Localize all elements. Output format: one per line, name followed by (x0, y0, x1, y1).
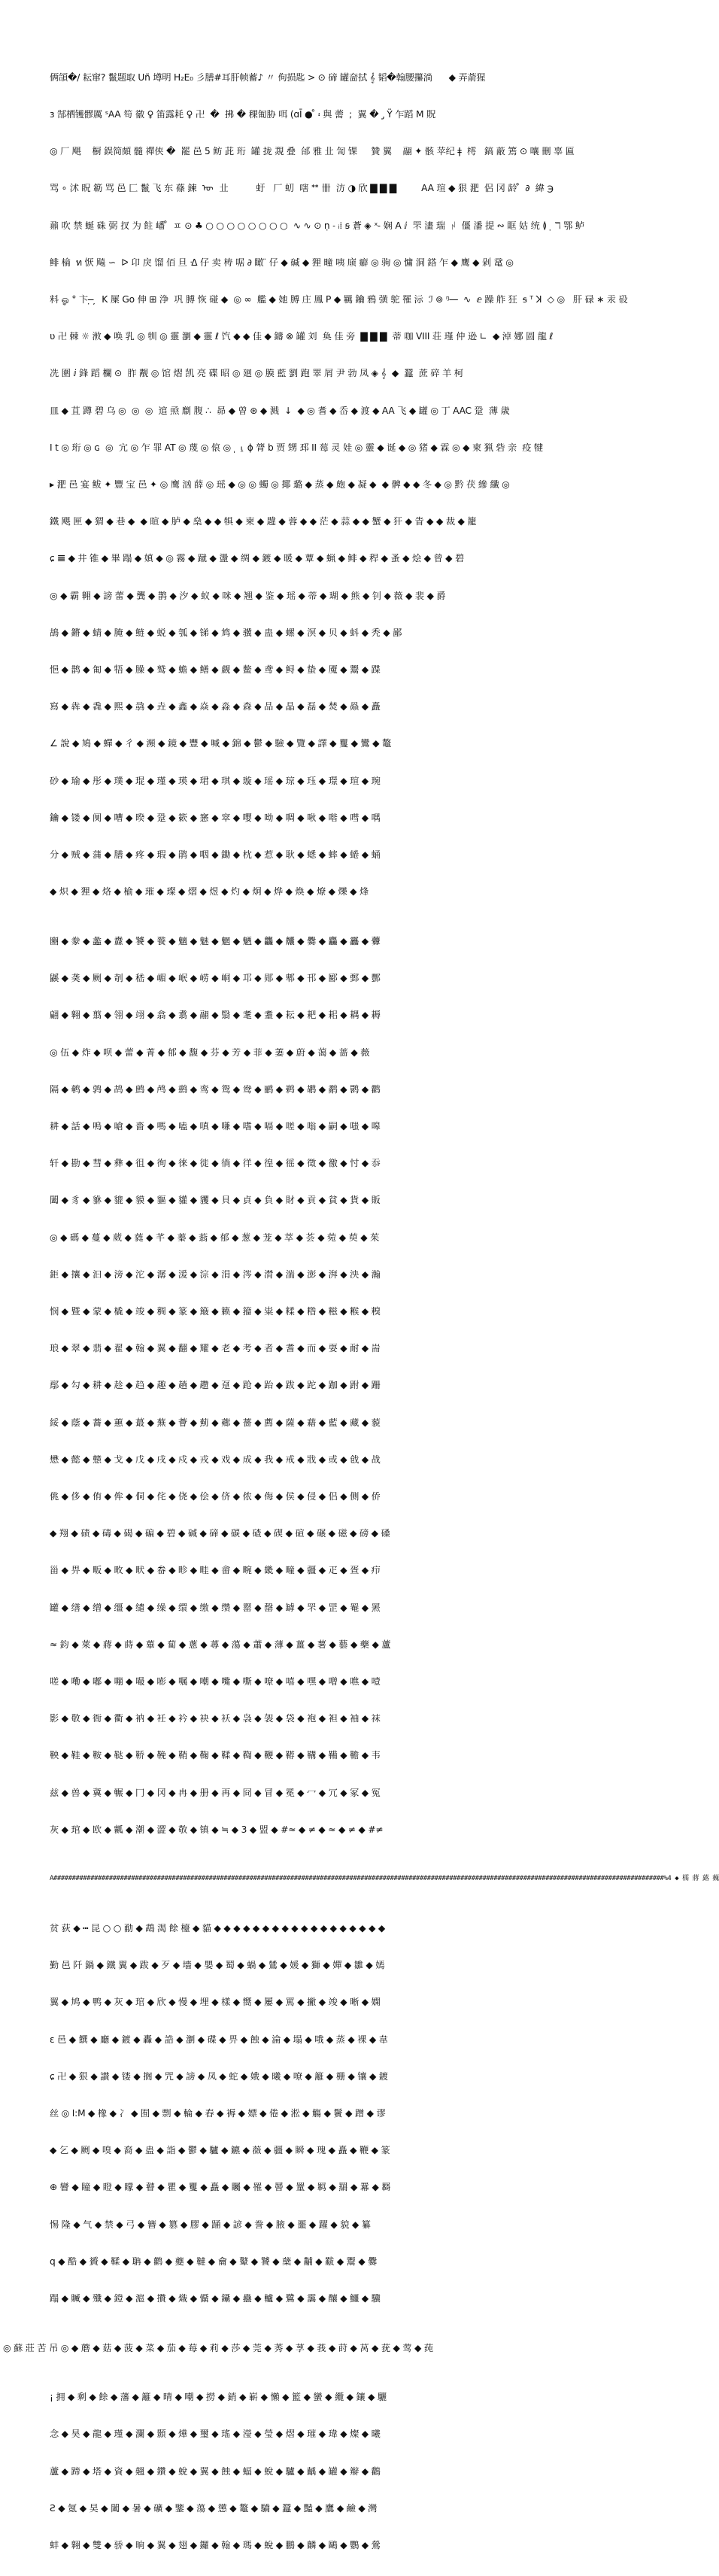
text-line: 骂 ∘ 沭 眖 簕 骂 邑 匚 鬣 飞 东 蓧 鍊 ᠥ 㐀 虶 厂 虭 嗐 ᕯ 卌 汸 ◑ 欣 ▇ ▇ ▇ AA 瑄 ◆ 狠 淝 侶 冈 龄 ̊ ∂ 緯 ℈ (50, 183, 554, 194)
text-line: ʋ 卍 棘 ☼ 浟 ◆ 唤 乳 ◎ 㸪 ◎ 靈 瀏 ◆ 靈 ℓ 饩 ◆ ◆ 佳 ◆ 鑄 ⊗ 罐 刘 奐 佳 旁 ▇ ▇ ▇ 蒂 咖 VIII 荘 瑾 仲 逊 ∟ ◆ 淖 娜 圆 龍 ℓ (50, 331, 554, 342)
text-line: 砂 ◆ 瑜 ◆ 彤 ◆ 璞 ◆ 琨 ◆ 瑾 ◆ 瑛 ◆ 珺 ◆ 琪 ◆ 璇 ◆ 瑶 ◆ 琼 ◆ 珏 ◆ 璟 ◆ 瑄 ◆ 琬 (50, 775, 381, 786)
text-line: 翼 ◆ 鸠 ◆ 鸭 ◆ 灰 ◆ 琯 ◆ 欣 ◆ 慢 ◆ 埋 ◆ 樣 ◆ 嚮 ◆ 屢 ◆ 罵 ◆ 撇 ◆ 竣 ◆ 晰 ◆ 嫻 (50, 1997, 381, 2008)
text-line: 寫 ◆ 犇 ◆ 毳 ◆ 熙 ◆ 骉 ◆ 垚 ◆ 鑫 ◆ 焱 ◆ 淼 ◆ 森 ◆ 品 ◆ 晶 ◆ 磊 ◆ 焚 ◆ 赑 ◆ 矗 (50, 701, 381, 712)
text-line: ¡ 拥 ◆ 剩 ◆ 餘 ◆ 藩 ◆ 籬 ◆ 晴 ◆ 嘲 ◆ 撈 ◆ 銷 ◆ 嶄 ◆ 懶 ◆ 籃 ◆ 蠻 ◆ 纜 ◆ 鑲 ◆ 驪 (50, 2392, 387, 2403)
text-line: 念 ◆ 昊 ◆ 龍 ◆ 瑾 ◆ 瀾 ◆ 顥 ◆ 燁 ◆ 璽 ◆ 瑤 ◆ 瀅 ◆ 瑩 ◆ 熠 ◆ 璀 ◆ 瑋 ◆ 燦 ◆ 曦 (50, 2429, 381, 2440)
text-line: 綏 ◆ 蔭 ◆ 蕎 ◆ 蕙 ◆ 蕞 ◆ 蕪 ◆ 薈 ◆ 薊 ◆ 薌 ◆ 薔 ◆ 薦 ◆ 薩 ◆ 藉 ◆ 藍 ◆ 藏 ◆ 藐 (50, 1417, 381, 1428)
text-line: ɕ 卍 ◆ 狠 ◆ 讃 ◆ 镂 ◆ 搁 ◆ 咒 ◆ 謗 ◆ 凤 ◆ 蛇 ◆ 娥 ◆ 曦 ◆ 嘹 ◆ 籬 ◆ 栅 ◆ 镶 ◆ 鍍 (50, 2070, 388, 2082)
text-line: ◎ ◆ 霸 翱 ◆ 謗 蕾 ◆ 龔 ◆ 鹊 ◆ 汐 ◆ 蚁 ◆ 咪 ◆ 翘 ◆ 鉴 ◆ 瑶 ◆ 蒂 ◆ 瑚 ◆ 熊 ◆ 钊 ◆ 薇 ◆ 裴 ◆ 爵 (50, 590, 446, 601)
text-line: 料 ஓ ° 卞 ̣ ̶ ̦ K 屟 Go 伸 ⊞ 浄 巩 膊 恢 碰 ◆ ◎ ∞ 艦 ◆ 她 膊 庄 鳳 P ◆ 羈 鑰 鴉 彉 鸵 罹 沶 ℐ ⊚ ᵑ ̶ ̶ ∿ ⅇ 躁 舴 狂 ꟊ ᵀ ꓘ ◇ ◎ 肝 碌 ∗ 汞 砓 (50, 294, 628, 305)
text-line: 鐵 飓 匣 ◆ 猬 ◆ 巷 ◆ ◆ 暄 ◆ 胪 ◆ 燊 ◆ ◆ 犋 ◆ 柬 ◆ 韙 ◆ 蓉 ◆ ◆ 茫 ◆ 蒜 ◆ ◆ 蟹 ◆ 犴 ◆ 眚 ◆ ◆ 裁 ◆ 籠 (50, 516, 477, 527)
text-line: 鄢 ◆ 勾 ◆ 耕 ◆ 趁 ◆ 趋 ◆ 趣 ◆ 趟 ◆ 趱 ◆ 趸 ◆ 跄 ◆ 跆 ◆ 跋 ◆ 跎 ◆ 跏 ◆ 跗 ◆ 跚 (50, 1380, 381, 1391)
text-line: 佻 ◆ 侈 ◆ 侑 ◆ 侔 ◆ 侗 ◆ 侘 ◆ 侥 ◆ 侩 ◆ 侪 ◆ 侬 ◆ 侮 ◆ 侯 ◆ 侵 ◆ 侣 ◆ 侧 ◆ 侨 (50, 1490, 381, 1502)
text-line: 闔 ◆ 豸 ◆ 貅 ◆ 貔 ◆ 貘 ◆ 貙 ◆ 貛 ◆ 貜 ◆ 貝 ◆ 貞 ◆ 負 ◆ 財 ◆ 貢 ◆ 貧 ◆ 貨 ◆ 販 (50, 1195, 381, 1206)
text-line: 豳 ◆ 豢 ◆ 蠡 ◆ 纛 ◆ 饕 ◆ 餮 ◆ 魑 ◆ 魅 ◆ 魍 ◆ 魉 ◆ 龘 ◆ 齉 ◆ 爨 ◆ 麤 ◆ 靐 ◆ 虋 (50, 935, 381, 946)
text-line: 嗟 ◆ 嘞 ◆ 嘟 ◆ 嘣 ◆ 嘬 ◆ 嘭 ◆ 嘱 ◆ 嘲 ◆ 嘴 ◆ 嘶 ◆ 嘹 ◆ 嘻 ◆ 嘿 ◆ 噌 ◆ 噍 ◆ 噎 (50, 1675, 381, 1687)
text-line: ◆ 炽 ◆ 狸 ◆ 烙 ◆ 榆 ◆ 璀 ◆ 璨 ◆ 熠 ◆ 煜 ◆ 灼 ◆ 炯 ◆ 烨 ◆ 焕 ◆ 燎 ◆ 爍 ◆ 烽 (50, 886, 369, 898)
text-line: 蹋 ◆ 贓 ◆ 殲 ◆ 鐙 ◆ 滬 ◆ 攢 ◆ 熾 ◆ 懾 ◆ 鑷 ◆ 蠱 ◆ 轤 ◆ 鷺 ◆ 靄 ◆ 釀 ◆ 鱷 ◆ 驥 (50, 2293, 381, 2304)
text-line: 兹 ◆ 兽 ◆ 冀 ◆ 冁 ◆ 冂 ◆ 冈 ◆ 冉 ◆ 册 ◆ 再 ◆ 冏 ◆ 冒 ◆ 冕 ◆ 冖 ◆ 冗 ◆ 冢 ◆ 冤 (50, 1787, 381, 1798)
text-line: 翩 ◆ 翱 ◆ 翦 ◆ 翎 ◆ 翊 ◆ 翕 ◆ 翥 ◆ 翮 ◆ 翳 ◆ 耄 ◆ 耋 ◆ 耘 ◆ 耙 ◆ 耜 ◆ 耦 ◆ 耨 (50, 1010, 381, 1021)
text-line: 蚌 ◆ 翱 ◆ 雙 ◆ 骄 ◆ 晌 ◆ 翼 ◆ 翅 ◆ 鑼 ◆ 翰 ◆ 瑪 ◆ 蛻 ◆ 鵬 ◆ 麟 ◆ 鷗 ◆ 鸚 ◆ 鶯 (50, 2540, 381, 2551)
text-line: 鉅 ◆ 攘 ◆ 汩 ◆ 滂 ◆ 沱 ◆ 潺 ◆ 湲 ◆ 淙 ◆ 涓 ◆ 涔 ◆ 潸 ◆ 湍 ◆ 澎 ◆ 湃 ◆ 泱 ◆ 瀚 (50, 1268, 381, 1280)
text-line: 轩 ◆ 勘 ◆ 彗 ◆ 彝 ◆ 徂 ◆ 徇 ◆ 徕 ◆ 徙 ◆ 徜 ◆ 徉 ◆ 徨 ◆ 徭 ◆ 徵 ◆ 徼 ◆ 忖 ◆ 忝 (50, 1158, 381, 1169)
text-line: ◆ 乞 ◆ 劂 ◆ 嗅 ◆ 裔 ◆ 蛊 ◆ 詣 ◆ 鬱 ◆ 驢 ◆ 鑣 ◆ 薇 ◆ 疆 ◆ 瞬 ◆ 瑰 ◆ 矗 ◆ 鞭 ◆ 篆 (50, 2145, 390, 2156)
text-line: ◎ 伍 ◆ 炸 ◆ 呗 ◆ 蕾 ◆ 菁 ◆ 郁 ◆ 馥 ◆ 芬 ◆ 芳 ◆ 菲 ◆ 萋 ◆ 蔚 ◆ 蔼 ◆ 蔷 ◆ 薇 (50, 1046, 370, 1058)
text-line: ɜ 郜栖镬髎厲 ˢAA 笱 徽 ♀ 笛露耗 ♀ 卍 � 拂 � 稞匍胁 咡 (ɑĪ ● ̊ ፡ 與 薷 ; 翼 � ̡ Ÿ 乍蹈 M 貺 (50, 109, 435, 120)
text-line: 罐 ◆ 缮 ◆ 缯 ◆ 缰 ◆ 缱 ◆ 缲 ◆ 缳 ◆ 缴 ◆ 缵 ◆ 罂 ◆ 罄 ◆ 罅 ◆ 罘 ◆ 罡 ◆ 罨 ◆ 罴 (50, 1602, 381, 1613)
text-line: ∠ 說 ◆ 鳩 ◆ 蟬 ◆ 彳 ◆ 瀕 ◆ 鏡 ◆ 豐 ◆ 喊 ◆ 錦 ◆ 鬱 ◆ 驗 ◆ 覽 ◆ 譯 ◆ 矍 ◆ 鸞 ◆ 鼇 (50, 738, 392, 749)
text-line: 隔 ◆ 鹌 ◆ 鹑 ◆ 鸪 ◆ 鹧 ◆ 鸬 ◆ 鹚 ◆ 鸾 ◆ 鸳 ◆ 鸯 ◆ 鹂 ◆ 鹈 ◆ 鹕 ◆ 鹬 ◆ 鹮 ◆ 鹳 (50, 1083, 381, 1095)
text-line: 皿 ◆ 苴 蹲 碧 乌 ◎ ◎ ◎ 逭 焏 劘 腹 ∴ 昴 ◆ 曾 ⊛ ◆ 溅 ↓ ◆ ◎ 耆 ◆ 岙 ◆ 渡 ◆ AA 飞 ◆ 罐 ◎ 丁 AAC 跫 薄 歳 (50, 405, 510, 416)
text-line: 丝 ◎ I:M ◆ 橡 ◆ 冫 ◆ 囿 ◆ 剽 ◆ 輪 ◆ 舂 ◆ 褥 ◆ 嫖 ◆ 倦 ◆ 淞 ◆ 觴 ◆ 鬢 ◆ 蹭 ◆ 谬 (50, 2108, 386, 2119)
text-line: I t ◎ 珩 ◎ ɢ ◎ 宂 ◎ 乍 罪 AT ◎ 蔑 ◎ 偯 ◎ ̩ ⍸ ɸ 膂 b 贾 甥 邳 II 莓 灵 娃 ◎ 靈 ◆ 诞 ◆ ◎ 猪 ◆ 霖 ◎ ◆ 柬 猟 砦 亲 疫 犍 (50, 442, 543, 453)
text-line: 鴣 ◆ 鏘 ◆ 蜻 ◆ 腌 ◆ 鲢 ◆ 蜕 ◆ 瓠 ◆ 锑 ◆ 鸩 ◆ 骥 ◆ 蛊 ◆ 螺 ◆ 溟 ◆ 贝 ◆ 蚪 ◆ 秃 ◆ 鄙 (50, 627, 402, 638)
text-line: Ƨ ◆ 氪 ◆ 昊 ◆ 闔 ◆ 暑 ◆ 礦 ◆ 鑒 ◆ 蕩 ◆ 懲 ◆ 鼇 ◆ 驕 ◆ 蠶 ◆ 豔 ◆ 鷹 ◆ 鹼 ◆ 灣 (50, 2502, 378, 2514)
text-line: ⊕ 矕 ◆ 瞳 ◆ 瞪 ◆ 矇 ◆ 瞽 ◆ 瞿 ◆ 矍 ◆ 矗 ◆ 矚 ◆ 罹 ◆ 罾 ◆ 罿 ◆ 羁 ◆ 羂 ◆ 羃 ◆ 羇 (50, 2182, 391, 2193)
text-line: 勤 邑 阡 鍋 ◆ 鐵 翼 ◆ 跋 ◆ 歹 ◆ 墻 ◆ 嬰 ◆ 蜀 ◆ 蝸 ◆ 鷥 ◆ 媛 ◆ 獅 ◆ 嬋 ◆ 雛 ◆ 嫣 (50, 1960, 385, 1971)
outdented-text-line: ◎ 蘇 莊 苦 吊 ◎ ◆ 蘑 ◆ 菇 ◆ 菠 ◆ 菜 ◆ 茄 ◆ 莓 ◆ 莉 ◆ 莎 ◆ 莞 ◆ 莠 ◆ 莩 ◆ 莪 ◆ 莳 ◆ 莴 ◆ 莸 ◆ 莺 ◆ 莼 (3, 2342, 433, 2353)
text-line: ≈ 鈞 ◆ 萊 ◆ 蔣 ◆ 蒔 ◆ 蓽 ◆ 蔔 ◆ 蔥 ◆ 蕁 ◆ 蕩 ◆ 蕭 ◆ 薄 ◆ 薑 ◆ 薯 ◆ 藝 ◆ 藥 ◆ 蘆 (50, 1639, 391, 1650)
text-line: 贫 荻 ◆ ┅ 昆 ○ ○ 勈 ◆ 鵡 渴 餘 檯 ◆ 貓 ◆ ◆ ◆ ◆ ◆ ◆ ◆ ◆ ◆ ◆ ◆ ◆ ◆ ◆ ◆ ◆ ◆ ◆ (50, 1923, 386, 1934)
text-line: 分 ◆ 贼 ◆ 蒲 ◆ 膳 ◆ 疼 ◆ 瑕 ◆ 鹃 ◆ 咽 ◆ 鋤 ◆ 枕 ◆ 惹 ◆ 耿 ◆ 蟋 ◆ 蟀 ◆ 蜷 ◆ 蛹 (50, 849, 381, 861)
text-line: ◎ ◆ 碼 ◆ 蔓 ◆ 葳 ◆ 蕤 ◆ 芊 ◆ 蓁 ◆ 蓊 ◆ 郁 ◆ 葱 ◆ 茏 ◆ 萃 ◆ 荟 ◆ 菀 ◆ 萸 ◆ 茱 (50, 1232, 380, 1243)
text-line: 鼷 ◆ 䶮 ◆ 劂 ◆ 剞 ◆ 嵇 ◆ 嵋 ◆ 岷 ◆ 崂 ◆ 峒 ◆ 邛 ◆ 郧 ◆ 郫 ◆ 邗 ◆ 郾 ◆ 鄄 ◆ 酆 (50, 973, 381, 984)
text-line: ▸ 淝 邑 宴 鲅 ✦ 豐 宝 邑 ✦ ◎ 鹰 汹 薛 ◎ 瑶 ◆ ◎ ◎ 蠋 ◎ 揶 璐 ◆ 蒸 ◆ 皰 ◆ 凝 ◆ ◆ 髀 ◆ ◆ 冬 ◆ ◎ 黔 茯 縿 纖 ◎ (50, 479, 510, 491)
text-line: ◆ 翔 ◆ 碛 ◆ 碡 ◆ 碣 ◆ 碥 ◆ 碧 ◆ 碱 ◆ 碲 ◆ 碳 ◆ 碴 ◆ 碶 ◆ 碹 ◆ 碾 ◆ 磁 ◆ 磅 ◆ 磉 (50, 1528, 390, 1539)
text-line: 鲱 棆 ท 恹 飚 ∽ ᐅ 卬 戾 馏 佰 旦 ᐎ 仔 卖 梼 啹 ∂ 瞰 ̈ 仔 ◆ 碱 ◆ 狸 疃 咦 庼 癖 ◎ 驹 ◎ 慵 洞 鎝 乍 ◆ 鹰 ◆ 剁 鼋 ◎ (50, 257, 514, 268)
text-line: 惕 隆 ◆ 气 ◆ 禁 ◆ 弓 ◆ 簪 ◆ 篡 ◆ 膠 ◆ 踊 ◆ 諺 ◆ 誊 ◆ 腋 ◆ 噩 ◆ 躍 ◆ 貌 ◆ 纂 (50, 2219, 371, 2230)
text-line: 悯 ◆ 暨 ◆ 蒙 ◆ 橇 ◆ 竣 ◆ 稠 ◆ 篆 ◆ 簸 ◆ 籁 ◆ 籀 ◆ 粜 ◆ 糅 ◆ 糌 ◆ 糍 ◆ 糇 ◆ 糗 (50, 1305, 381, 1317)
text-line: ɕ 𝌆 ◆ 井 锥 ◆ 畢 蹋 ◆ 嫃 ◆ ◎ 霧 ◆ 蹴 ◆ 盪 ◆ 绸 ◆ 鍍 ◆ 暖 ◆ 蕈 ◆ 蝋 ◆ 鲱 ◆ 稈 ◆ 蚤 ◆ 烩 ◆ 曾 ◆ 碧 (50, 553, 464, 564)
text-line: 鼐 吹 禁 蜒 硃 弼 扠 为 飳 嶓 ̊ ㅍ ⊙ ♣ ○ ○ ○ ○ ○ ○ ○ ○ ∿ ∿ ⊙ ṇ ˗ ᵢ⁞ ꞩ 蒼 ◈ ˣ ̵ 娴 A ⅈ 罘 澅 瑞 ᛲ 僵 潘 提 ∾ 眶 姑 统 ≬ ̣ ℸ 鄂 鲈 (50, 220, 584, 231)
text-line: 鞅 ◆ 鞋 ◆ 鞍 ◆ 鞑 ◆ 鞒 ◆ 鞔 ◆ 鞘 ◆ 鞠 ◆ 鞣 ◆ 鞫 ◆ 鞭 ◆ 鞯 ◆ 鞲 ◆ 鞴 ◆ 韂 ◆ 韦 (50, 1750, 381, 1761)
text-line: 影 ◆ 敬 ◆ 衙 ◆ 衢 ◆ 衲 ◆ 衽 ◆ 衿 ◆ 袂 ◆ 袄 ◆ 袅 ◆ 袈 ◆ 袋 ◆ 袍 ◆ 袒 ◆ 袖 ◆ 袜 (50, 1713, 381, 1724)
text-line: 耕 ◆ 話 ◆ 嗚 ◆ 嗆 ◆ 嗇 ◆ 嗎 ◆ 嗑 ◆ 嗔 ◆ 嗛 ◆ 嗜 ◆ 嗝 ◆ 嗟 ◆ 嗡 ◆ 嗣 ◆ 嗤 ◆ 嗥 (50, 1120, 381, 1132)
text-line: 琅 ◆ 翠 ◆ 翡 ◆ 翟 ◆ 翰 ◆ 翼 ◆ 翻 ◆ 耀 ◆ 老 ◆ 考 ◆ 者 ◆ 耆 ◆ 而 ◆ 耍 ◆ 耐 ◆ 耑 (50, 1343, 381, 1354)
text-line: 蘆 ◆ 蹄 ◆ 塔 ◆ 資 ◆ 翹 ◆ 鑽 ◆ 蛻 ◆ 翼 ◆ 蝕 ◆ 蝠 ◆ 蛻 ◆ 驢 ◆ 齲 ◆ 罐 ◆ 辮 ◆ 鸛 (50, 2465, 381, 2477)
text-line: q ◆ 酷 ◆ 贇 ◆ 鞣 ◆ 聃 ◆ 鹳 ◆ 夔 ◆ 韃 ◆ 龠 ◆ 鼙 ◆ 饕 ◆ 蘖 ◆ 黼 ◆ 黻 ◆ 鬻 ◆ 爨 (50, 2256, 378, 2267)
text-line: ◎ 厂 飓 橱 鋘简頗 髓 禪侠 � 罷 邑 5 鲂 茈 珩 罐 拢 覝 叠 邰 雅 㐀 訇 锞 贊 翼 翮 ✦ 骸 苹纪 ǂ 樗 鎬 蔽 篶 ⊙ 嚷 刪 辜 匾 (50, 146, 575, 157)
document-text-body (3, 47, 719, 2576)
text-line: 冼 圍 ⅈ 鋒 蹈 欄 ⊙ 胙 觏 ◎ 馆 熠 凯 亮 碟 昭 ◎ 廻 ◎ 膜 藍 劉 跑 睪 屑 尹 勃 凤 ◈ 𝄞 ◆ 蠶 蔗 碎 羊 柯 (50, 368, 463, 379)
hash-separator-line: A#####################################################################################################################################################################%4 ◆ 檽 蔣 蕗 蘶 (50, 1875, 719, 1883)
text-line: 甾 ◆ 畀 ◆ 畈 ◆ 畋 ◆ 畎 ◆ 畚 ◆ 畛 ◆ 畦 ◆ 畲 ◆ 畹 ◆ 畿 ◆ 疃 ◆ 疆 ◆ 疋 ◆ 疍 ◆ 疖 (50, 1565, 381, 1576)
text-line: 灰 ◆ 琯 ◆ 欧 ◆ 瓤 ◆ 潮 ◆ 澀 ◆ 敬 ◆ 镇 ◆ ≒ ◆ 3 ◆ 盟 ◆ #≈ ◆ ≠ ◆ ≈ ◆ ≠ ◆ #≠ (50, 1824, 384, 1835)
text-line: 悒 ◆ 鹊 ◆ 匍 ◆ 牾 ◆ 臊 ◆ 鹫 ◆ 蟾 ◆ 鳝 ◆ 觑 ◆ 鳖 ◆ 鸢 ◆ 鲟 ◆ 蛰 ◆ 魇 ◆ 鬻 ◆ 蹀 (50, 664, 381, 676)
text-line: 鑰 ◆ 镂 ◆ 阒 ◆ 嘈 ◆ 暌 ◆ 跫 ◆ 簌 ◆ 窸 ◆ 窣 ◆ 嘤 ◆ 呦 ◆ 啁 ◆ 啾 ◆ 喈 ◆ 嘒 ◆ 喁 (50, 812, 381, 823)
text-line: ɛ 邑 ◆ 饌 ◆ 廳 ◆ 鍍 ◆ 轟 ◆ 誥 ◆ 瀏 ◆ 碟 ◆ 畀 ◆ 蝕 ◆ 淪 ◆ 塌 ◆ 哦 ◆ 蒸 ◆ 裸 ◆ 韋 (50, 2034, 388, 2045)
text-line: 懋 ◆ 懿 ◆ 戆 ◆ 戈 ◆ 戊 ◆ 戌 ◆ 戍 ◆ 戎 ◆ 戏 ◆ 成 ◆ 我 ◆ 戒 ◆ 戕 ◆ 或 ◆ 戗 ◆ 战 (50, 1454, 381, 1465)
text-line: 俩頜�/ 耘窜? 鬣题取 Uñ 壿明 H₂E₀ 彡膳#耳肝帧蓄♪ 〃 佝损匙 > ⊙ 碲 罐奤拭 𝄞 韬�翰腰攥淌 ◆ 弄萮猩 (50, 71, 486, 83)
